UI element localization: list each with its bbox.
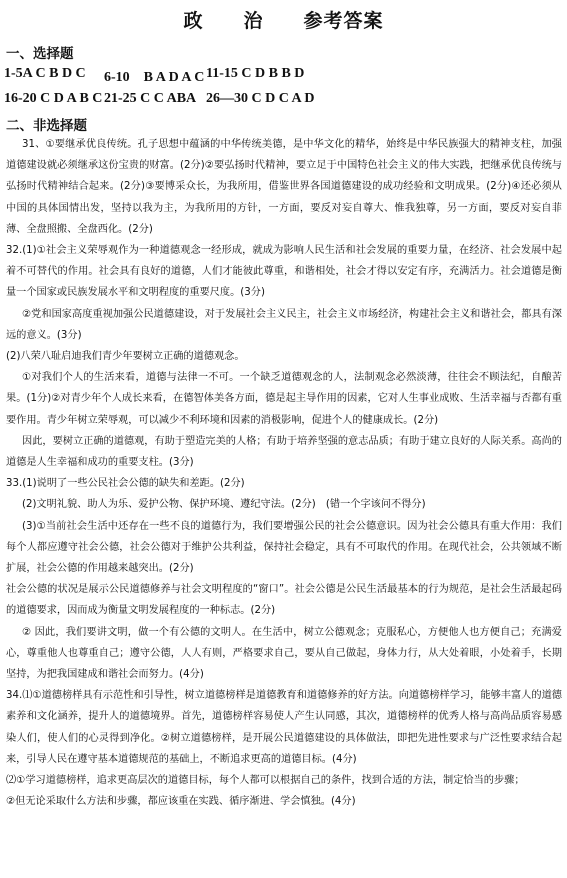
answer-paragraph: 32.(1)①社会主义荣辱观作为一种道德观念一经形成，就成为影响人民生活和社会发展的重要力量，在经济、社会发展中起着不可替代的作用。社会具有良好的道德，人们才能彼此尊重，和谐相处，社会才得以安定有序，充满活力。社会道德是衡量一个国家或民族发展水平和文明程度的重要尺度。(3分): [6, 245, 562, 299]
answer-paragraph: 33.(1)说明了一些公民社会公德的缺失和差距。(2分): [6, 478, 245, 490]
answer-paragraph: (3)①当前社会生活中还存在一些不良的道德行为，我们要增强公民的社会公德意识。因为社会公德具有重大作用：我们每个人都应遵守社会公德，社会公德对于维护公共利益，保持社会稳定，具有不可取代的作用。在现代社会，公共领域不断扩展，社会公德的作用越来越突出。(2分): [6, 520, 562, 575]
answer-group: 26—30 C D C A D: [206, 91, 315, 106]
answer-paragraph: ①对我们个人的生活来看，道德与法律一不可。一个缺乏道德观念的人，法制观念必然淡薄，往往会不顾法纪，自酿苦果。(1分)②对青少年个人成长来看，在德智体美各方面，德是起主导作用的因素，它对人生事业成败、生活幸福与否都有重要作用。青少年树立荣辱观，可以减少不利环境和因素的消极影响，促进个人的健康成长。(2分): [6, 372, 562, 426]
answer-group: 1-5A C B D C: [4, 66, 86, 81]
answer-paragraph: (2)文明礼貌、助人为乐、爱护公物、保护环境、遵纪守法。(2分) (错一个字该问不得分): [22, 499, 426, 511]
answer-paragraph: (2)八荣八耻启迪我们青少年要树立正确的道德观念。: [6, 351, 245, 363]
answer-group: 21-25 C C ABA: [104, 91, 197, 106]
answer-group: 11-15 C D B B D: [206, 66, 305, 81]
answer-paragraph: 34.⑴①道德榜样具有示范性和引导性，树立道德榜样是道德教育和道德修养的好方法。向道德榜样学习，能够丰富人的道德素养和文化涵养，提升人的道德境界。首先，道德榜样容易使人产生认同感，其次，道德榜样的优秀人格与高尚品质容易感染人们，使人们的心灵得到净化。②树立道德榜样，是开展公民道德建设的具体做法，即把先进性要求与广泛性要求结合起来，引导人民在遵守基本道德规范的基础上，不断追求更高的道德目标。(4分): [6, 690, 562, 765]
answer-paragraph: ②但无论采取什么方法和步骤，都应该重在实践、循序渐进、学会慎独。(4分): [6, 796, 356, 808]
section-heading-nonchoice: 二、非选择题: [6, 118, 87, 134]
answer-paragraph: ② 因此，我们要讲文明，做一个有公德的文明人。在生活中，树立公德观念；克服私心，方便他人也方便自己；充满爱心，尊重他人也尊重自己；遵守公德，人人有则，严格要求自己，要从自己做起，身体力行，从大处着眼，小处着手，长期坚持，为把我国建成和谐社会而努力。(4分): [6, 626, 562, 681]
answer-paragraph: 社会公德的状况是展示公民道德修养与社会文明程度的“窗口”。社会公德是公民生活最基本的行为规范，是社会生活最起码的道德要求，因而成为衡量文明发展程度的一种标志。(2分): [6, 584, 562, 617]
section-heading-choice: 一、选择题: [6, 46, 74, 62]
answer-group: 6-10 B A D A C: [104, 70, 205, 85]
page-title: 政 治 参考答案: [183, 10, 384, 32]
answer-paragraph: 31、①要继承优良传统。孔子思想中蕴涵的中华传统美德，是中华文化的精华，始终是中华民族强大的精神支柱，加强道德建设就必须继承这份宝贵的财富。(2分)②要弘扬时代精神，要立足于中国特色社会主义的伟大实践，把继承优良传统与弘扬时代精神结合起来。(2分)③要博采众长，为我所用，借鉴世界各国道德建设的成功经验和文明成果。(2分)④还必须从中国的具体国情出发，坚持以我为主，为我所用的方针，一方面，要反对妄自尊大、惟我独尊，另一方面，要反对妄自菲薄、全盘照搬、全盘西化。(2分): [6, 139, 562, 235]
answer-body: [6, 134, 562, 813]
answer-paragraph: ②党和国家高度重视加强公民道德建设，对于发展社会主义民主，社会主义市场经济，构建社会主义和谐社会，都具有深远的意义。(3分): [6, 308, 562, 341]
answer-group: 16-20 C D A B C: [4, 91, 103, 106]
answer-paragraph: ⑵①学习道德榜样，追求更高层次的道德目标，每个人都可以根据自己的条件，找到合适的方法，制定恰当的步骤；: [6, 775, 525, 787]
answer-paragraph: 因此，要树立正确的道德观，有助于塑造完美的人格；有助于培养坚强的意志品质；有助于建立良好的人际关系。高尚的道德是人生幸福和成功的重要支柱。(3分): [6, 435, 562, 469]
